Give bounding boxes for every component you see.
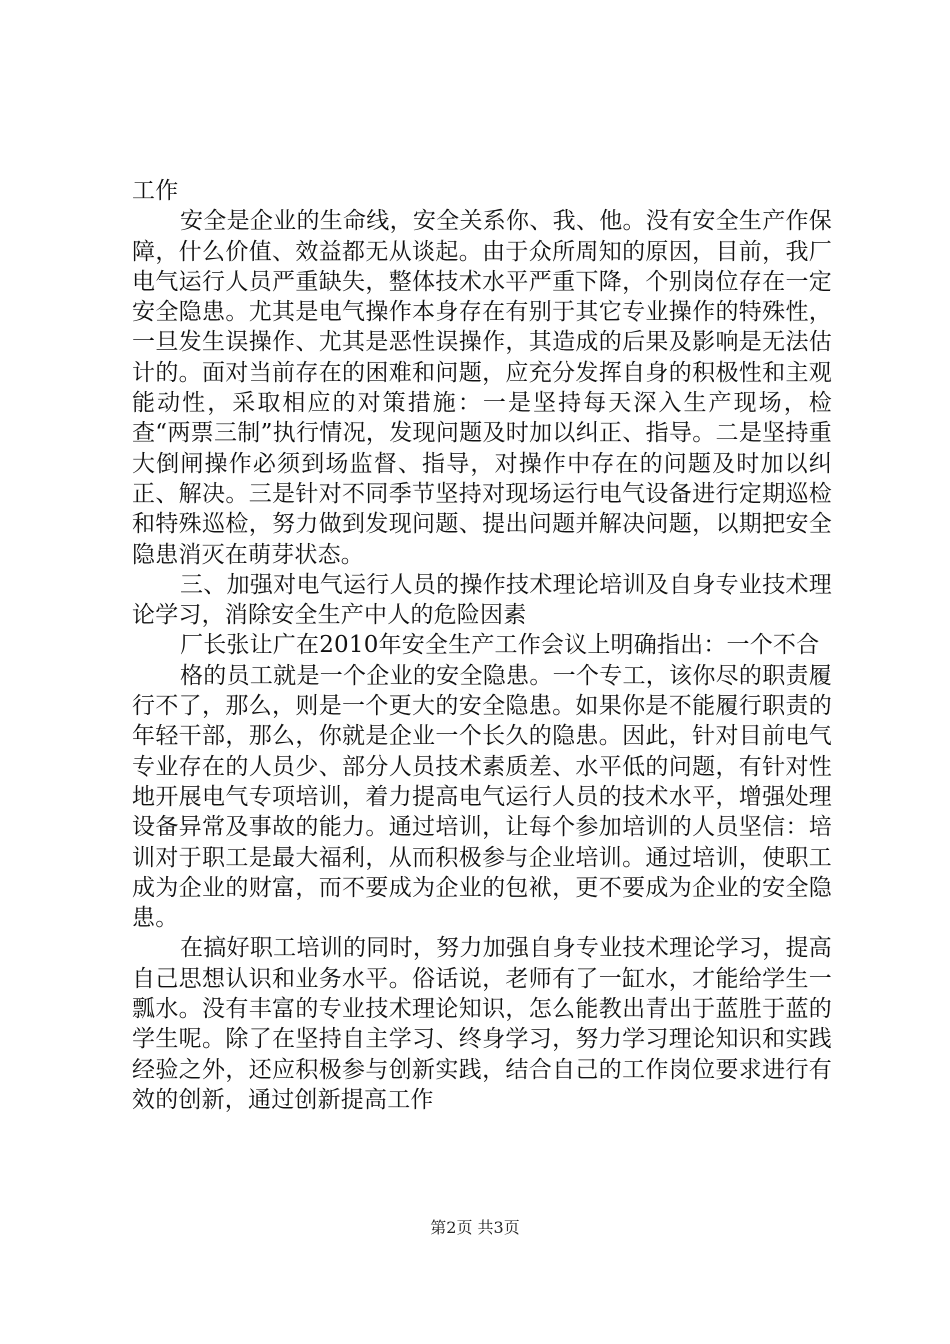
paragraph-unqualified-staff: 格的员工就是一个企业的安全隐患。一个专工，该你尽的职责履行不了，那么，则是一个更大的安全隐患。如果你是不能履行职责的年轻干部，那么，你就是企业一个长久的隐患。因此，针对目前电气专业存在的人员少、部分人员技术素质差、水平低的问题，有针对性地开展电气专项培训，着力提高电气运行人员的技术水平，增强处理设备异常及事故的能力。通过培训，让每个参加培训的人员坚信：培训对于职工是最大福利，从而积极参与企业培训。通过培训，使职工成为企业的财富，而不要成为企业的包袱，更不要成为企业的安全隐患。: [132, 662, 832, 932]
paragraph-continuation: 工作: [132, 178, 179, 204]
paragraph-safety-lifeline: 安全是企业的生命线，安全关系你、我、他。没有安全生产作保障，什么价值、效益都无从谈起。由于众所周知的原因，目前，我厂电气运行人员严重缺失，整体技术水平严重下降，个别岗位存在一定安全隐患。尤其是电气操作本身存在有别于其它专业操作的特殊性，一旦发生误操作、尤其是恶性误操作，其造成的后果及影响是无法估计的。面对当前存在的困难和问题，应充分发挥自身的积极性和主观能动性，采取相应的对策措施：一是坚持每天深入生产现场，检查“两票三制”执行情况，发现问题及时加以纠正、指导。二是坚持重大倒闸操作必须到场监督、指导，对操作中存在的问题及时加以纠正、解决。三是针对不同季节坚持对现场运行电气设备进行定期巡检和特殊巡检，努力做到发现问题、提出问题并解决问题，以期把安全隐患消灭在萌芽状态。: [132, 208, 832, 568]
paragraph-director-quote: 厂长张让广在2010年安全生产工作会议上明确指出：一个不合: [180, 632, 820, 659]
paragraph-self-study: 在搞好职工培训的同时，努力加强自身专业技术理论学习，提高自己思想认识和业务水平。俗话说，老师有了一缸水，才能给学生一瓢水。没有丰富的专业技术理论知识，怎么能教出青出于蓝胜于蓝的学生呢。除了在坚持自主学习、终身学习，努力学习理论知识和实践经验之外，还应积极参与创新实践，结合自己的工作岗位要求进行有效的创新，通过创新提高工作: [132, 935, 832, 1113]
page-footer: 第2页 共3页: [430, 1218, 520, 1237]
body-text: [132, 176, 832, 1115]
section-heading-3: 三、加强对电气运行人员的操作技术理论培训及自身专业技术理论学习，消除安全生产中人的危险因素: [132, 571, 832, 629]
